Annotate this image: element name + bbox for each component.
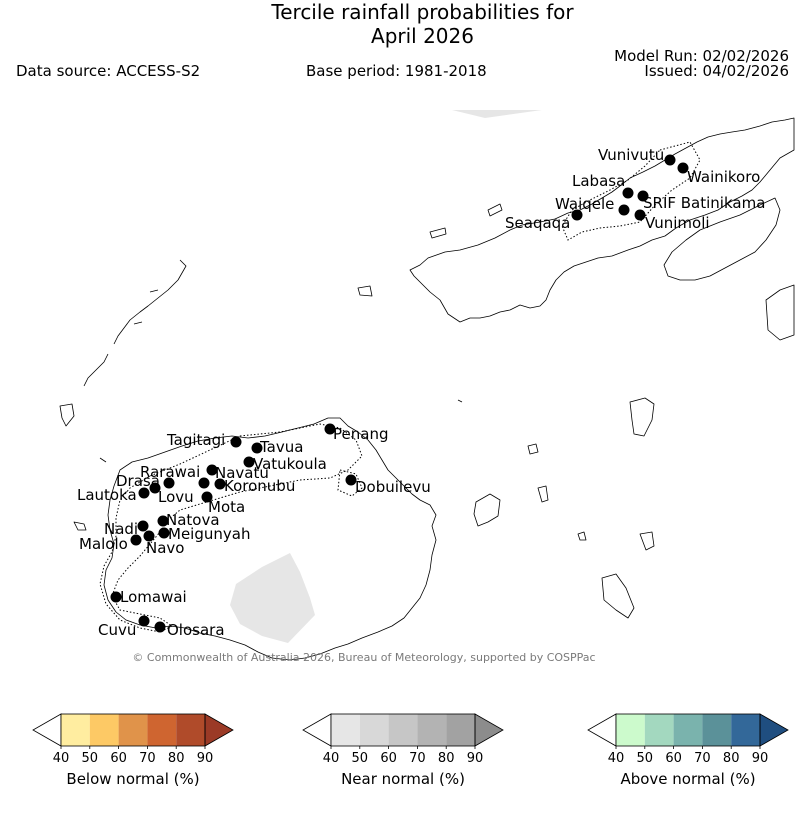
island (458, 400, 462, 402)
island (488, 204, 502, 216)
station-label: Natova (166, 511, 220, 529)
colorbar-tick-label: 90 (466, 751, 484, 766)
station-label: Wainikoro (687, 168, 761, 186)
colorbar-near-normal (303, 714, 503, 766)
colorbar-tick-label: 70 (694, 751, 711, 766)
colorbar-under-arrow (33, 714, 61, 746)
island (60, 404, 74, 426)
station-marker-nadi[interactable] (138, 521, 149, 532)
station-marker-cuvu[interactable] (139, 616, 150, 627)
island (578, 532, 586, 540)
title-line-1: Tercile rainfall probabilities for (271, 0, 574, 24)
colorbar-segment (331, 714, 360, 746)
colorbar-segment (731, 714, 760, 746)
model-run-label: Model Run: 02/02/2026 (614, 47, 789, 65)
colorbar-segment (90, 714, 119, 746)
colorbar-tick-label: 60 (380, 751, 397, 766)
colorbar-segment (119, 714, 148, 746)
station-label: Labasa (572, 172, 626, 190)
station-label: Meigunyah (168, 525, 251, 543)
colorbar-above-normal (588, 714, 788, 766)
station-label: Tagitagi (167, 431, 226, 449)
station-label: Vatukoula (253, 455, 327, 473)
colorbar-panel (0, 700, 804, 816)
station-label: Drasa (116, 472, 160, 490)
station-labels (77, 146, 765, 639)
colorbar-segment (702, 714, 731, 746)
station-label: Penang (333, 425, 389, 443)
station-marker-vunivutu[interactable] (665, 155, 676, 166)
island (630, 398, 654, 436)
station-label: Lautoka (77, 486, 137, 504)
colorbar-tick-label: 50 (351, 751, 369, 766)
data-source-label: Data source: ACCESS-S2 (16, 62, 201, 80)
colorbar-under-arrow (303, 714, 331, 746)
colorbar-tick-label: 80 (437, 751, 455, 766)
colorbar-tick-label: 40 (607, 751, 625, 766)
issued-label: Issued: 04/02/2026 (644, 62, 789, 80)
colorbar-segment (176, 714, 205, 746)
colorbar-segment (360, 714, 389, 746)
colorbar-over-arrow (205, 714, 233, 746)
colorbar-segment (616, 714, 645, 746)
colorbar-segment (417, 714, 446, 746)
colorbar-segment (389, 714, 418, 746)
colorbar-segment (645, 714, 674, 746)
station-label: Rarawai (140, 463, 201, 481)
station-marker-olosara[interactable] (155, 622, 166, 633)
copyright-notice: © Commonwealth of Australia 2026, Bureau of Meteorology, supported by COSPPac (132, 651, 596, 664)
island (474, 494, 500, 526)
station-label: Olosara (167, 621, 225, 639)
station-label: Vunimoli (645, 214, 710, 232)
colorbar-segment (147, 714, 176, 746)
island (640, 532, 654, 550)
colorbar-under-arrow (588, 714, 616, 746)
colorbar-tick-label: 70 (409, 751, 426, 766)
station-label: Navatu (215, 464, 269, 482)
station-label: Lovu (158, 488, 194, 506)
island (100, 458, 106, 462)
colorbar-title-above: Above normal (%) (620, 770, 756, 788)
colorbar-title-below: Below normal (%) (66, 770, 200, 788)
station-label: SRIF Batinikama (643, 194, 766, 212)
station-label: Tavua (260, 438, 304, 456)
station-marker-waiqele[interactable] (619, 205, 630, 216)
station-label: Malolo (79, 535, 128, 553)
colorbar-tick-label: 80 (722, 751, 740, 766)
island (528, 444, 538, 454)
colorbar-tick-label: 70 (139, 751, 156, 766)
title-line-2: April 2026 (371, 24, 474, 48)
yasawa-islands (84, 260, 186, 386)
colorbar-title-near: Near normal (%) (341, 770, 465, 788)
colorbar-tick-label: 80 (167, 751, 185, 766)
station-label: Vunivutu (598, 146, 665, 164)
station-label: Dobuilevu (355, 478, 431, 496)
colorbar-tick-label: 60 (665, 751, 682, 766)
district-boundaries (100, 142, 700, 632)
station-label: Cuvu (98, 621, 137, 639)
station-label: Nadi (104, 520, 139, 538)
island (766, 285, 794, 340)
colorbar-tick-label: 90 (196, 751, 214, 766)
island (358, 286, 372, 296)
island (430, 228, 446, 238)
colorbar-segment (446, 714, 475, 746)
colorbar-below-normal (33, 714, 233, 766)
station-label: Lomawai (120, 588, 187, 606)
station-marker-tagitagi[interactable] (231, 437, 242, 448)
station-label: Seaqaqa (505, 214, 571, 232)
station-label: Navo (146, 539, 185, 557)
colorbar-segment (674, 714, 703, 746)
island (74, 522, 86, 530)
colorbar-over-arrow (760, 714, 788, 746)
base-period-label: Base period: 1981-2018 (306, 62, 487, 80)
colorbar-tick-label: 60 (110, 751, 127, 766)
station-markers (111, 155, 689, 633)
colorbar-segment (61, 714, 90, 746)
colorbar-tick-label: 40 (322, 751, 340, 766)
station-label: Waiqele (555, 195, 615, 213)
near-normal-shading (230, 110, 542, 643)
colorbar-tick-label: 50 (81, 751, 99, 766)
colorbar-tick-label: 90 (751, 751, 769, 766)
colorbar-tick-label: 50 (636, 751, 654, 766)
island (538, 486, 548, 502)
colorbar-tick-label: 40 (52, 751, 70, 766)
colorbar-over-arrow (475, 714, 503, 746)
station-label: Koronubu (224, 477, 296, 495)
island (602, 574, 634, 618)
station-label: Mota (208, 498, 246, 516)
